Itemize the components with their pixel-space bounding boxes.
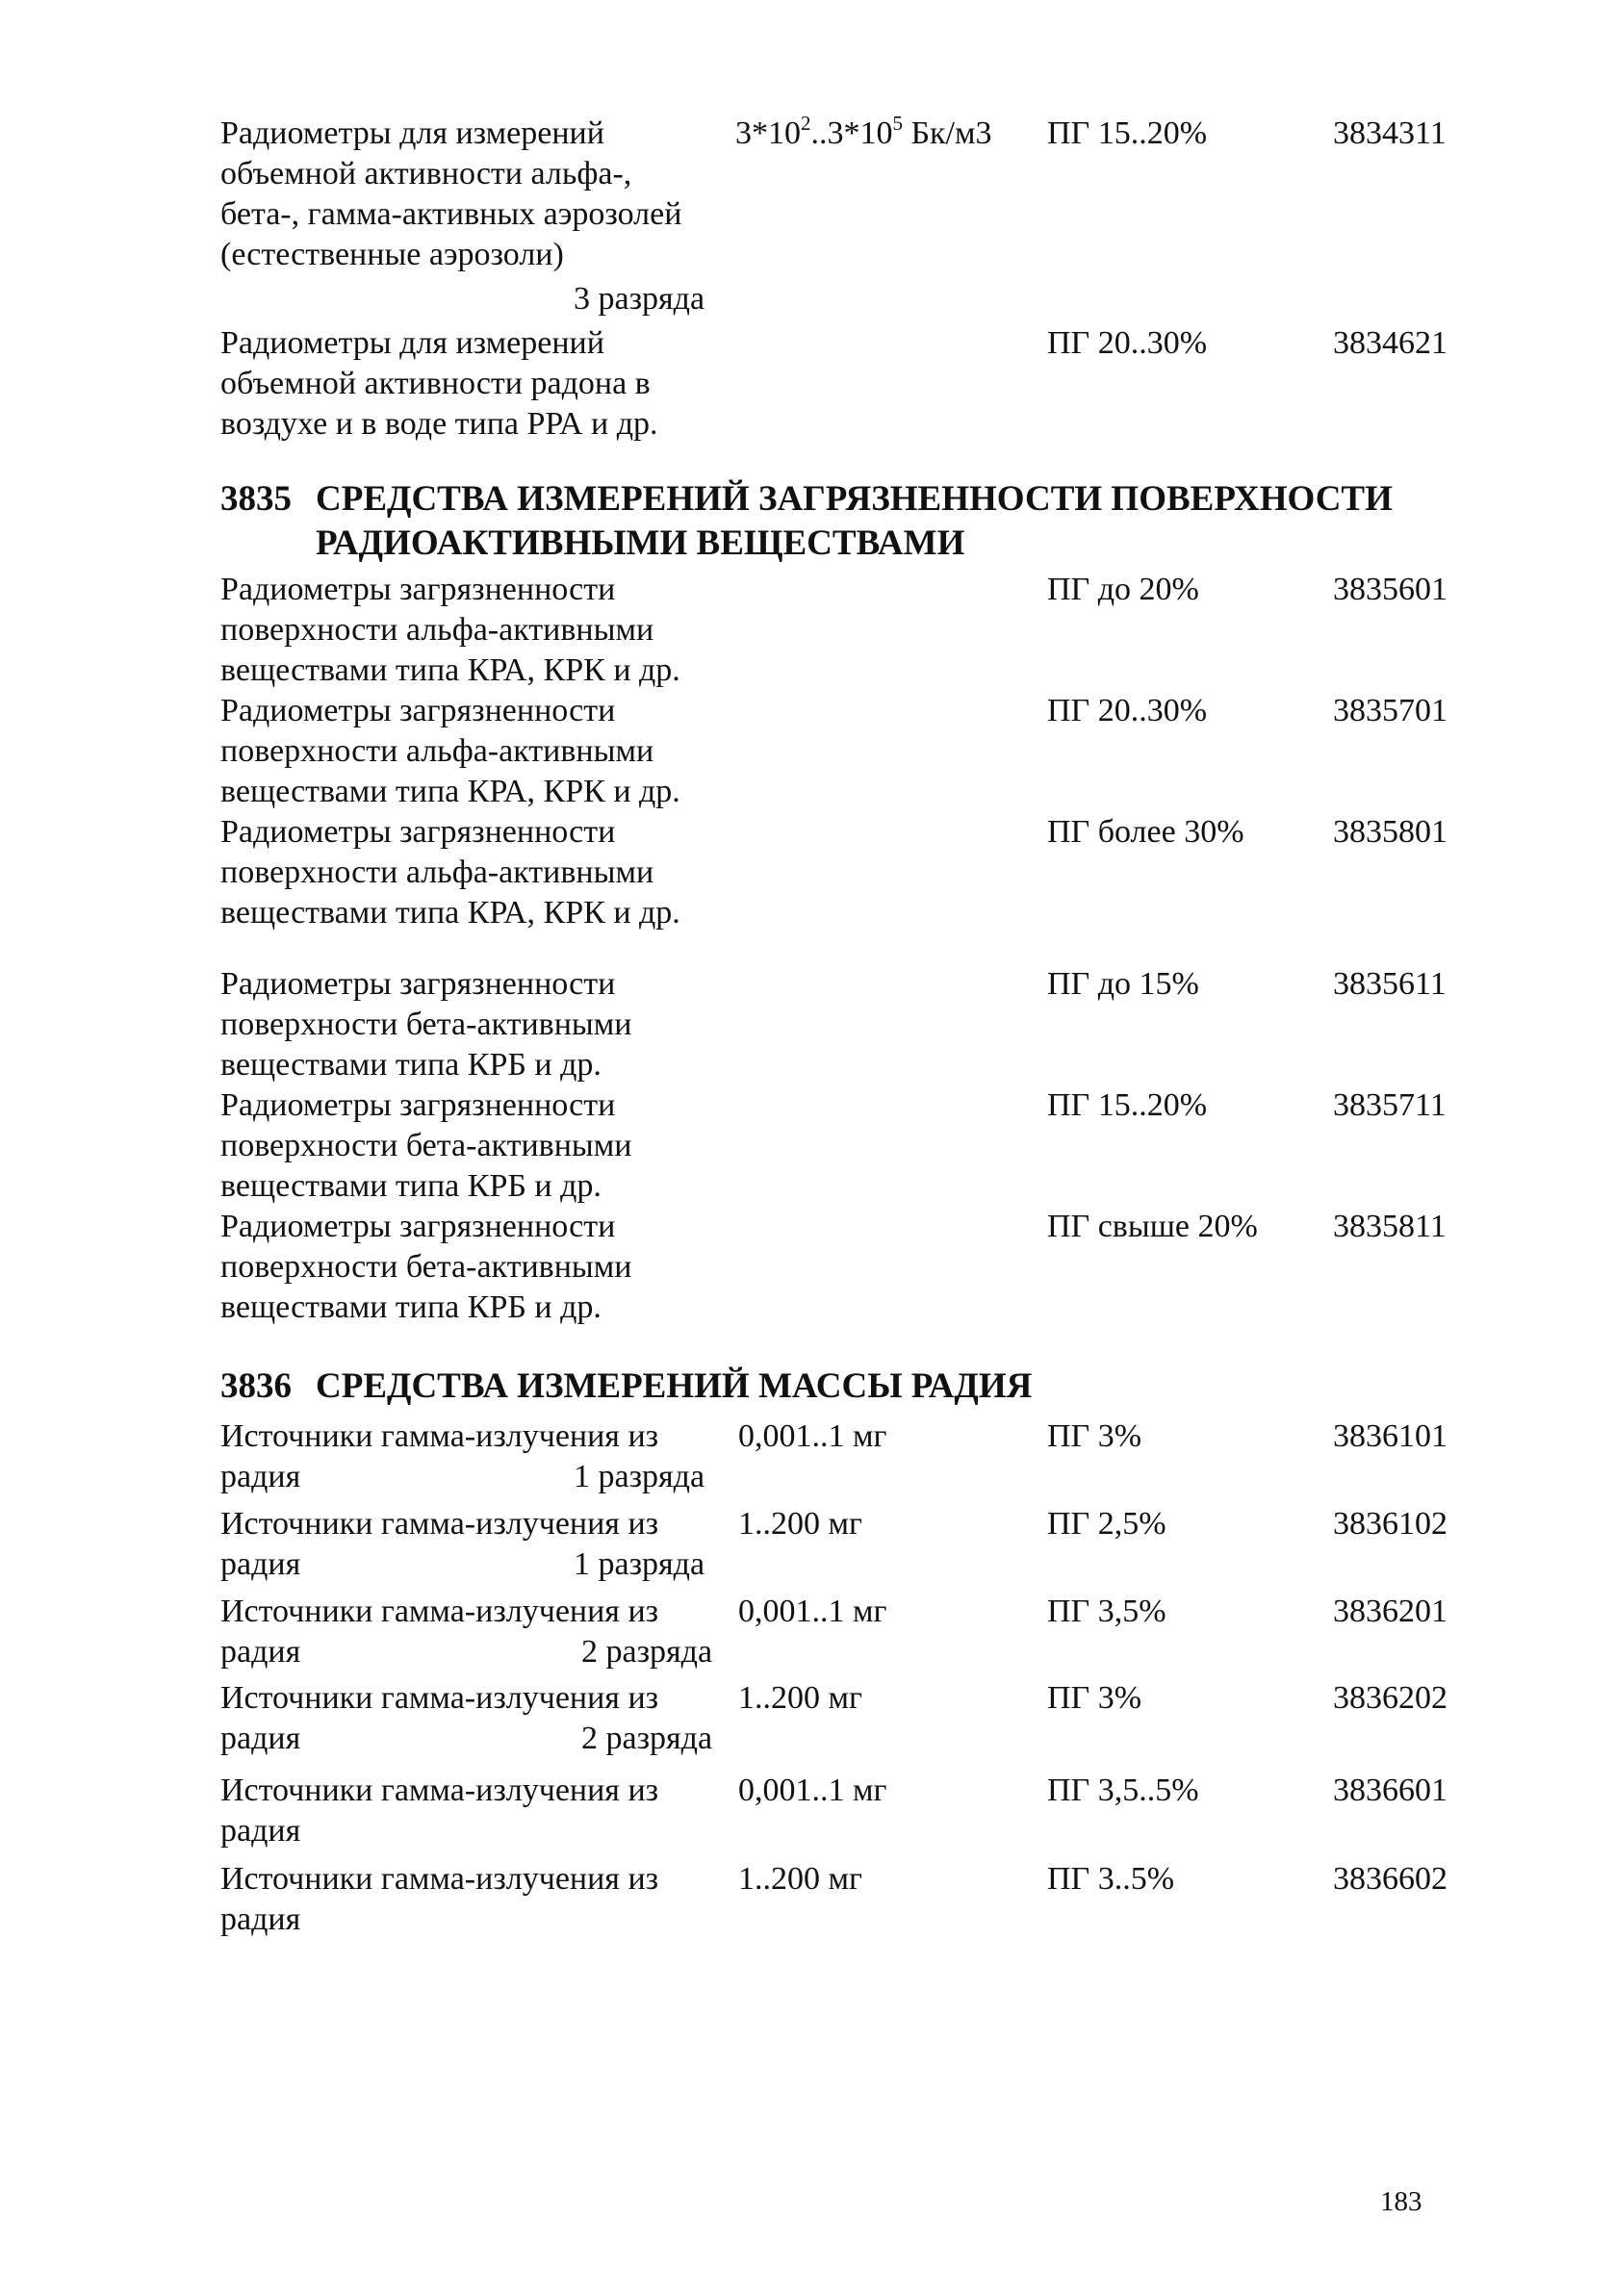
item-code: 3835711: [1333, 1087, 1447, 1123]
tolerance-value: ПГ 20..30%: [1047, 325, 1208, 361]
item-description-line: бета-, гамма-активных аэрозолей: [220, 196, 682, 232]
tolerance-value: ПГ 3,5..5%: [1047, 1773, 1199, 1808]
item-code: 3835701: [1333, 693, 1447, 728]
item-description-line: Источники гамма-излучения из: [220, 1594, 659, 1629]
measurement-range: 0,001..1 мг: [738, 1594, 887, 1629]
item-description-line: Источники гамма-излучения из: [220, 1506, 659, 1542]
item-description-line: (естественные аэрозоли): [220, 237, 564, 272]
section-number: 3835: [220, 479, 292, 519]
item-description-line: радия: [220, 1721, 301, 1756]
item-description-line: Радиометры загрязненности: [220, 1209, 616, 1244]
grade-label: 1 разряда: [574, 1459, 705, 1494]
item-description-line: Источники гамма-излучения из: [220, 1773, 659, 1808]
item-description-line: Источники гамма-излучения из: [220, 1418, 659, 1454]
item-description-line: Источники гамма-излучения из: [220, 1680, 659, 1716]
item-description-line: Радиометры загрязненности: [220, 814, 616, 850]
grade-label: 2 разряда: [581, 1634, 713, 1670]
item-description-line: радия: [220, 1634, 301, 1670]
item-description-line: Радиометры загрязненности: [220, 572, 616, 607]
item-description-line: веществами типа КРА, КРК и др.: [220, 895, 680, 931]
item-description-line: радия: [220, 1546, 301, 1582]
item-code: 3836101: [1333, 1418, 1447, 1454]
tolerance-value: ПГ 15..20%: [1047, 1087, 1208, 1123]
tolerance-value: ПГ 3..5%: [1047, 1861, 1175, 1897]
item-description-line: объемной активности радона в: [220, 366, 651, 401]
item-description-line: поверхности альфа-активными: [220, 612, 654, 648]
section-number: 3836: [220, 1366, 292, 1406]
item-description-line: поверхности альфа-активными: [220, 733, 654, 769]
grade-label: 2 разряда: [581, 1721, 713, 1756]
item-code: 3834621: [1333, 325, 1447, 361]
item-code: 3836601: [1333, 1773, 1447, 1808]
item-description-line: Радиометры для измерений: [220, 115, 604, 151]
item-code: 3835801: [1333, 814, 1447, 850]
item-description-line: объемной активности альфа-,: [220, 156, 632, 191]
section-title: СРЕДСТВА ИЗМЕРЕНИЙ МАССЫ РАДИЯ: [316, 1366, 1033, 1406]
section-title: СРЕДСТВА ИЗМЕРЕНИЙ ЗАГРЯЗНЕННОСТИ ПОВЕРХНОСТИ: [316, 479, 1393, 519]
tolerance-value: ПГ более 30%: [1047, 814, 1244, 850]
tolerance-value: ПГ свыше 20%: [1047, 1209, 1258, 1244]
item-description-line: воздухе и в воде типа РРА и др.: [220, 406, 658, 442]
item-code: 3835601: [1333, 572, 1447, 607]
item-description-line: поверхности бета-активными: [220, 1249, 632, 1285]
item-description-line: веществами типа КРА, КРК и др.: [220, 652, 680, 688]
item-description-line: веществами типа КРБ и др.: [220, 1289, 602, 1325]
grade-label: 3 разряда: [574, 281, 705, 317]
tolerance-value: ПГ 3%: [1047, 1680, 1142, 1716]
item-description-line: Радиометры загрязненности: [220, 1087, 616, 1123]
item-description-line: радия: [220, 1901, 301, 1937]
item-description-line: веществами типа КРА, КРК и др.: [220, 774, 680, 809]
tolerance-value: ПГ до 15%: [1047, 966, 1199, 1002]
item-description-line: Радиометры загрязненности: [220, 966, 616, 1002]
tolerance-value: ПГ 2,5%: [1047, 1506, 1166, 1542]
item-code: 3835611: [1333, 966, 1447, 1002]
measurement-range: 1..200 мг: [738, 1680, 862, 1716]
measurement-range: 1..200 мг: [738, 1861, 862, 1897]
item-code: 3836102: [1333, 1506, 1447, 1542]
item-description-line: радия: [220, 1459, 301, 1494]
measurement-range: 0,001..1 мг: [738, 1418, 887, 1454]
item-code: 3836602: [1333, 1861, 1447, 1897]
grade-label: 1 разряда: [574, 1546, 705, 1582]
measurement-range: 0,001..1 мг: [738, 1773, 887, 1808]
measurement-range: 1..200 мг: [738, 1506, 862, 1542]
tolerance-value: ПГ 3,5%: [1047, 1594, 1166, 1629]
tolerance-value: ПГ 20..30%: [1047, 693, 1208, 728]
item-code: 3836202: [1333, 1680, 1447, 1716]
item-code: 3836201: [1333, 1594, 1447, 1629]
item-description-line: веществами типа КРБ и др.: [220, 1047, 602, 1083]
item-description-line: Источники гамма-излучения из: [220, 1861, 659, 1897]
tolerance-value: ПГ 3%: [1047, 1418, 1142, 1454]
item-description-line: поверхности бета-активными: [220, 1128, 632, 1163]
item-description-line: Радиометры загрязненности: [220, 693, 616, 728]
tolerance-value: ПГ 15..20%: [1047, 115, 1208, 151]
item-description-line: радия: [220, 1813, 301, 1849]
item-code: 3835811: [1333, 1209, 1447, 1244]
section-title: РАДИОАКТИВНЫМИ ВЕЩЕСТВАМИ: [316, 523, 965, 563]
item-description-line: Радиометры для измерений: [220, 325, 604, 361]
tolerance-value: ПГ до 20%: [1047, 572, 1199, 607]
item-description-line: веществами типа КРБ и др.: [220, 1168, 602, 1204]
item-description-line: поверхности альфа-активными: [220, 855, 654, 890]
measurement-range: $3*10^2..3*10^5$ Бк/м3: [735, 112, 992, 151]
item-code: 3834311: [1333, 115, 1447, 151]
page-number: 183: [1380, 2186, 1422, 2217]
item-description-line: поверхности бета-активными: [220, 1007, 632, 1042]
